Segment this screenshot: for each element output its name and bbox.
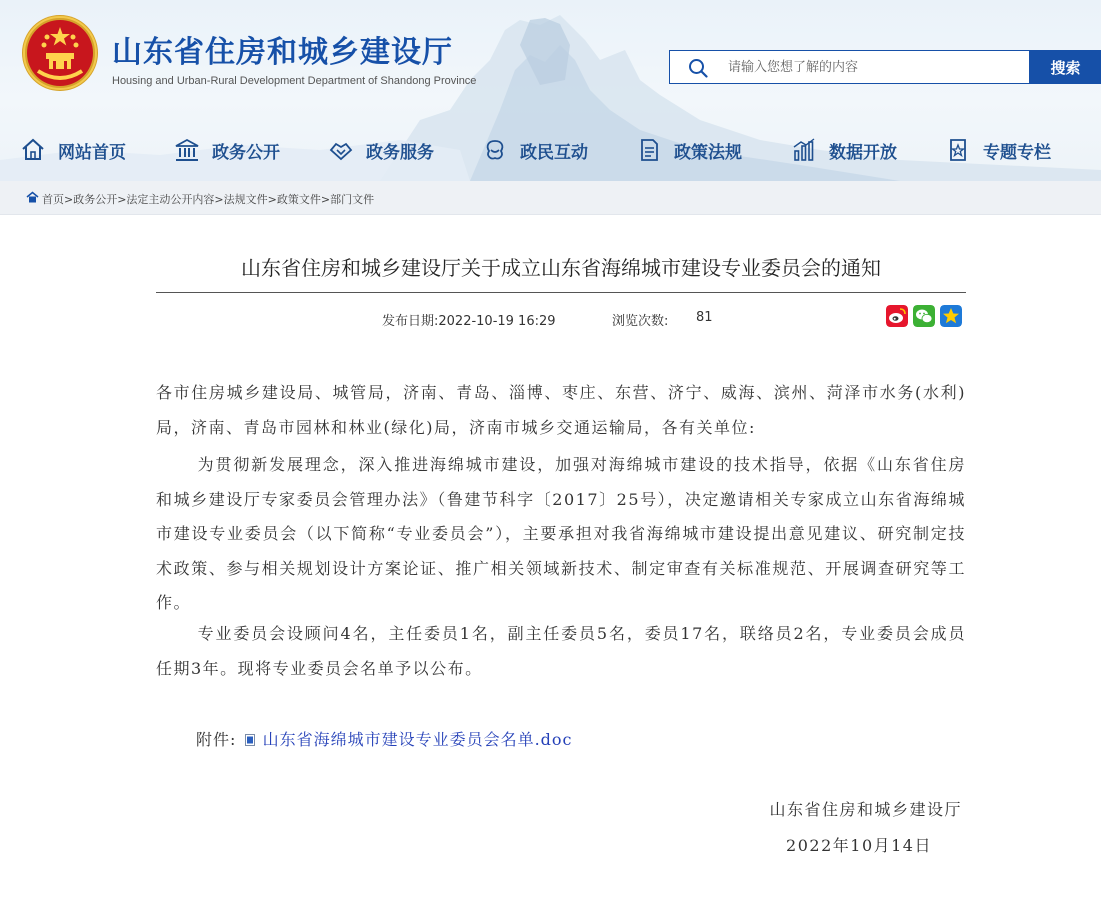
article-title: 山东省住房和城乡建设厅关于成立山东省海绵城市建设专业委员会的通知 xyxy=(241,256,881,280)
attachment-label: 附件: xyxy=(196,730,237,749)
nav-label: 政务服务 xyxy=(366,142,434,163)
nav-label: 网站首页 xyxy=(58,142,126,163)
nav-label: 政策法规 xyxy=(674,142,742,163)
nav-label: 政务公开 xyxy=(212,142,280,163)
signature-date: 2022年10月14日 xyxy=(786,836,932,855)
article-paragraph-main: 为贯彻新发展理念，深入推进海绵城市建设，加强对海绵城市建设的技术指导，依据《山东省住房和城乡建设厅专家委员会管理办法》（鲁建节科字〔2017〕25号），决定邀请相关专家成立山东省海绵城市建设专业委员会（以下简称“专业委员会”），主要承担对我省海绵城市建设提出意见建议、研究制定技术政策、参与相关规划设计方案论证、推广相关领域新技术、制定审查有关标准规范、开展调查研究等工作。 xyxy=(156,455,966,612)
nav-item-home[interactable] xyxy=(20,128,126,172)
handshake-icon xyxy=(328,137,354,163)
nav-label: 数据开放 xyxy=(829,142,897,163)
interaction-icon xyxy=(482,137,508,163)
bar-chart-icon xyxy=(791,137,817,163)
nav-item-special-topics[interactable] xyxy=(945,128,1051,172)
national-emblem-icon xyxy=(20,13,100,93)
favorite-star-icon[interactable] xyxy=(940,305,962,327)
wechat-icon[interactable] xyxy=(913,305,935,327)
special-topic-icon xyxy=(945,137,971,163)
search-button[interactable]: 搜索 xyxy=(1030,50,1101,84)
title-divider xyxy=(156,292,966,293)
main-nav xyxy=(0,128,1101,172)
views-label: 浏览次数: xyxy=(612,314,669,329)
site-title: 山东省住房和城乡建设厅 xyxy=(112,35,453,70)
nav-item-policies[interactable] xyxy=(636,128,742,172)
home-icon[interactable] xyxy=(26,191,39,204)
nav-item-open-data[interactable] xyxy=(791,128,897,172)
weibo-icon[interactable] xyxy=(886,305,908,327)
views-count: 81 xyxy=(696,310,713,325)
article-paragraph-addressees: 各市住房城乡建设局、城管局，济南、青岛、淄博、枣庄、东营、济宁、威海、滨州、菏泽市水务(水利)局，济南、青岛市园林和林业(绿化)局，济南市城乡交通运输局，各有关单位: xyxy=(156,383,966,437)
search-icon[interactable] xyxy=(688,58,708,78)
nav-item-government-affairs[interactable] xyxy=(174,128,280,172)
nav-label: 政民互动 xyxy=(520,142,588,163)
search-input[interactable] xyxy=(728,51,1023,83)
government-building-icon xyxy=(174,137,200,163)
search-box xyxy=(669,50,1030,84)
attachment-line xyxy=(196,727,573,750)
nav-item-services[interactable] xyxy=(328,128,434,172)
site-subtitle: Housing and Urban-Rural Development Department of Shandong Province xyxy=(112,75,477,87)
breadcrumb-bar xyxy=(0,181,1101,215)
attachment-link[interactable]: 山东省海绵城市建设专业委员会名单.doc xyxy=(262,730,573,749)
doc-file-icon xyxy=(245,734,255,746)
home-icon xyxy=(20,137,46,163)
site-header xyxy=(0,0,1101,181)
breadcrumb[interactable]: 首页>政务公开>法定主动公开内容>法规文件>政策文件>部门文件 xyxy=(42,193,375,206)
nav-item-interaction[interactable] xyxy=(482,128,588,172)
document-icon xyxy=(636,137,662,163)
signature-org: 山东省住房和城乡建设厅 xyxy=(769,800,962,819)
publish-date: 发布日期:2022-10-19 16:29 xyxy=(382,314,556,329)
nav-label: 专题专栏 xyxy=(983,142,1051,163)
article-paragraph-members: 专业委员会设顾问4名，主任委员1名，副主任委员5名，委员17名，联络员2名，专业委员会成员任期3年。现将专业委员会名单予以公布。 xyxy=(156,624,966,678)
